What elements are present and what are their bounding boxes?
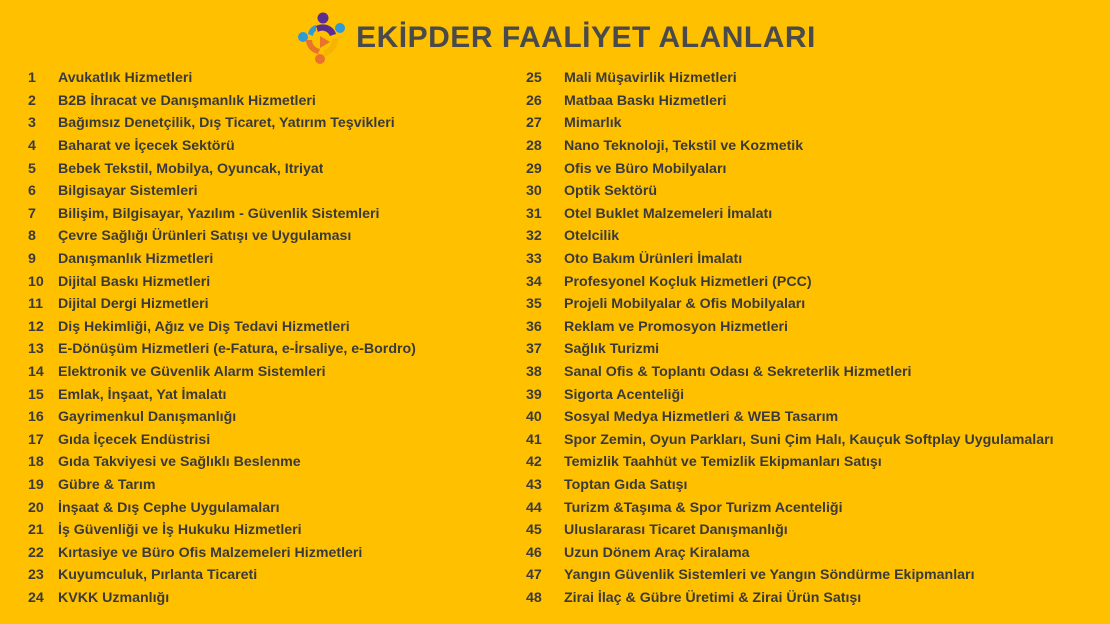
item-label: B2B İhracat ve Danışmanlık Hizmetleri (58, 92, 316, 109)
item-number: 31 (526, 205, 542, 222)
item-number: 46 (526, 544, 542, 561)
list-item (526, 406, 1106, 429)
list-item (28, 406, 498, 429)
item-number: 39 (526, 386, 542, 403)
item-label: Yangın Güvenlik Sistemleri ve Yangın Söndürme Ekipmanları (564, 567, 975, 584)
item-label: Gıda İçecek Endüstrisi (58, 431, 211, 448)
item-label: Bağımsız Denetçilik, Dış Ticaret, Yatırım Teşvikleri (58, 115, 395, 132)
item-number: 7 (28, 205, 36, 222)
item-label: Mali Müşavirlik Hizmetleri (564, 70, 737, 87)
item-number: 45 (526, 522, 542, 539)
list-item (28, 67, 498, 90)
list-item (28, 270, 498, 293)
list-item (526, 519, 1106, 542)
item-label: Danışmanlık Hizmetleri (58, 251, 214, 268)
item-number: 27 (526, 115, 542, 132)
item-label: Elektronik ve Güvenlik Alarm Sistemleri (58, 364, 326, 381)
item-label: Mimarlık (564, 115, 622, 132)
item-label: Sosyal Medya Hizmetleri & WEB Tasarım (564, 409, 839, 426)
list-item (526, 248, 1106, 271)
item-number: 14 (28, 364, 44, 381)
item-label: Toptan Gıda Satışı (564, 476, 688, 493)
list-item (526, 180, 1106, 203)
item-number: 16 (28, 409, 44, 426)
item-number: 22 (28, 544, 44, 561)
item-label: Baharat ve İçecek Sektörü (58, 138, 235, 155)
item-label: Bebek Tekstil, Mobilya, Oyuncak, Itriyat (58, 160, 324, 177)
list-item (28, 519, 498, 542)
list-item (526, 451, 1106, 474)
item-number: 47 (526, 567, 542, 584)
item-label: Turizm &Taşıma & Spor Turizm Acenteliği (564, 499, 843, 516)
item-number: 34 (526, 273, 542, 290)
item-number: 8 (28, 228, 36, 245)
item-label: Spor Zemin, Oyun Parkları, Suni Çim Halı, Kauçuk Softplay Uygulamaları (564, 431, 1054, 448)
list-item (526, 135, 1106, 158)
list-item (28, 564, 498, 587)
list-item (28, 496, 498, 519)
item-label: Kuyumculuk, Pırlanta Ticareti (58, 567, 258, 584)
list-item (526, 496, 1106, 519)
item-number: 11 (28, 296, 43, 313)
list-item (526, 316, 1106, 339)
list-item (28, 383, 498, 406)
list-item (28, 316, 498, 339)
list-item (526, 157, 1106, 180)
list-item (28, 541, 498, 564)
item-label: Gübre & Tarım (58, 476, 156, 493)
item-number: 36 (526, 318, 542, 335)
item-label: Bilgisayar Sistemleri (58, 183, 198, 200)
list-item (526, 587, 1106, 610)
item-number: 30 (526, 183, 542, 200)
item-number: 17 (28, 431, 44, 448)
item-label: Avukatlık Hizmetleri (58, 70, 193, 87)
item-number: 23 (28, 567, 44, 584)
item-number: 40 (526, 409, 542, 426)
item-label: KVKK Uzmanlığı (58, 589, 170, 606)
item-label: Kırtasiye ve Büro Ofis Malzemeleri Hizmetleri (58, 544, 363, 561)
list-item (526, 90, 1106, 113)
item-number: 4 (28, 138, 36, 155)
item-number: 18 (28, 454, 44, 471)
item-number: 10 (28, 273, 44, 290)
item-label: Çevre Sağlığı Ürünleri Satışı ve Uygulaması (58, 228, 352, 245)
item-number: 15 (28, 386, 44, 403)
item-number: 25 (526, 70, 542, 87)
list-item (526, 225, 1106, 248)
list-item (526, 541, 1106, 564)
list-item (28, 338, 498, 361)
list-item (526, 429, 1106, 452)
item-number: 32 (526, 228, 542, 245)
item-label: Matbaa Baskı Hizmetleri (564, 92, 727, 109)
item-number: 28 (526, 138, 542, 155)
list-item (526, 361, 1106, 384)
list-item (526, 203, 1106, 226)
item-number: 35 (526, 296, 542, 313)
item-label: Zirai İlaç & Gübre Üretimi & Zirai Ürün Satışı (564, 589, 862, 606)
list-item (526, 67, 1106, 90)
item-label: Ofis ve Büro Mobilyaları (564, 160, 727, 177)
item-label: Sağlık Turizmi (564, 341, 660, 358)
item-number: 44 (526, 499, 542, 516)
item-number: 24 (28, 589, 44, 606)
item-number: 29 (526, 160, 542, 177)
item-number: 19 (28, 476, 44, 493)
list-item (28, 587, 498, 610)
item-number: 20 (28, 499, 44, 516)
item-number: 43 (526, 476, 542, 493)
people-circle-logo-icon (294, 10, 350, 66)
list-item (28, 135, 498, 158)
item-label: Oto Bakım Ürünleri İmalatı (564, 251, 743, 268)
item-label: Gayrimenkul Danışmanlığı (58, 409, 237, 426)
item-number: 13 (28, 341, 44, 358)
list-item (28, 293, 498, 316)
list-item (28, 180, 498, 203)
item-number: 1 (28, 70, 36, 87)
item-label: Sigorta Acenteliği (564, 386, 685, 403)
item-number: 12 (28, 318, 44, 335)
header (0, 8, 1110, 68)
list-item (28, 225, 498, 248)
item-label: E-Dönüşüm Hizmetleri (e-Fatura, e-İrsaliye, e-Bordro) (58, 341, 416, 358)
item-number: 38 (526, 364, 542, 381)
item-label: Dijital Baskı Hizmetleri (58, 273, 211, 290)
list-item (28, 90, 498, 113)
list-item (28, 361, 498, 384)
item-number: 26 (526, 92, 542, 109)
item-label: Temizlik Taahhüt ve Temizlik Ekipmanları Satışı (564, 454, 882, 471)
page-title: EKİPDER FAALİYET ALANLARI (356, 21, 816, 54)
item-label: Gıda Takviyesi ve Sağlıklı Beslenme (58, 454, 301, 471)
item-number: 21 (28, 522, 44, 539)
item-number: 9 (28, 251, 36, 268)
list-item (28, 248, 498, 271)
item-label: Sanal Ofis & Toplantı Odası & Sekreterlik Hizmetleri (564, 364, 912, 381)
activity-list-left (28, 67, 498, 609)
item-number: 2 (28, 92, 36, 109)
item-label: Profesyonel Koçluk Hizmetleri (PCC) (564, 273, 812, 290)
item-label: Projeli Mobilyalar & Ofis Mobilyaları (564, 296, 806, 313)
item-label: Uluslararası Ticaret Danışmanlığı (564, 522, 788, 539)
list-item (526, 383, 1106, 406)
item-label: Dijital Dergi Hizmetleri (58, 296, 209, 313)
item-number: 41 (526, 431, 542, 448)
item-number: 33 (526, 251, 542, 268)
item-label: Uzun Dönem Araç Kiralama (564, 544, 750, 561)
item-label: Bilişim, Bilgisayar, Yazılım - Güvenlik Sistemleri (58, 205, 380, 222)
item-label: Optik Sektörü (564, 183, 658, 200)
list-item (526, 564, 1106, 587)
list-item (526, 112, 1106, 135)
item-number: 48 (526, 589, 542, 606)
list-item (28, 112, 498, 135)
item-label: İş Güvenliği ve İş Hukuku Hizmetleri (58, 522, 302, 539)
item-label: Reklam ve Promosyon Hizmetleri (564, 318, 788, 335)
item-number: 37 (526, 341, 542, 358)
list-item (526, 270, 1106, 293)
list-item (28, 474, 498, 497)
list-item (28, 429, 498, 452)
item-label: Otelcilik (564, 228, 620, 245)
list-item (526, 474, 1106, 497)
item-label: Nano Teknoloji, Tekstil ve Kozmetik (564, 138, 804, 155)
item-label: Diş Hekimliği, Ağız ve Diş Tedavi Hizmetleri (58, 318, 350, 335)
item-number: 6 (28, 183, 36, 200)
item-number: 3 (28, 115, 36, 132)
item-number: 5 (28, 160, 36, 177)
item-label: Emlak, İnşaat, Yat İmalatı (58, 386, 227, 403)
list-item (526, 338, 1106, 361)
list-item (28, 451, 498, 474)
activity-list-right (526, 67, 1106, 609)
item-label: İnşaat & Dış Cephe Uygulamaları (58, 499, 280, 516)
item-label: Otel Buklet Malzemeleri İmalatı (564, 205, 773, 222)
list-item (28, 157, 498, 180)
list-item (526, 293, 1106, 316)
list-item (28, 203, 498, 226)
item-number: 42 (526, 454, 542, 471)
